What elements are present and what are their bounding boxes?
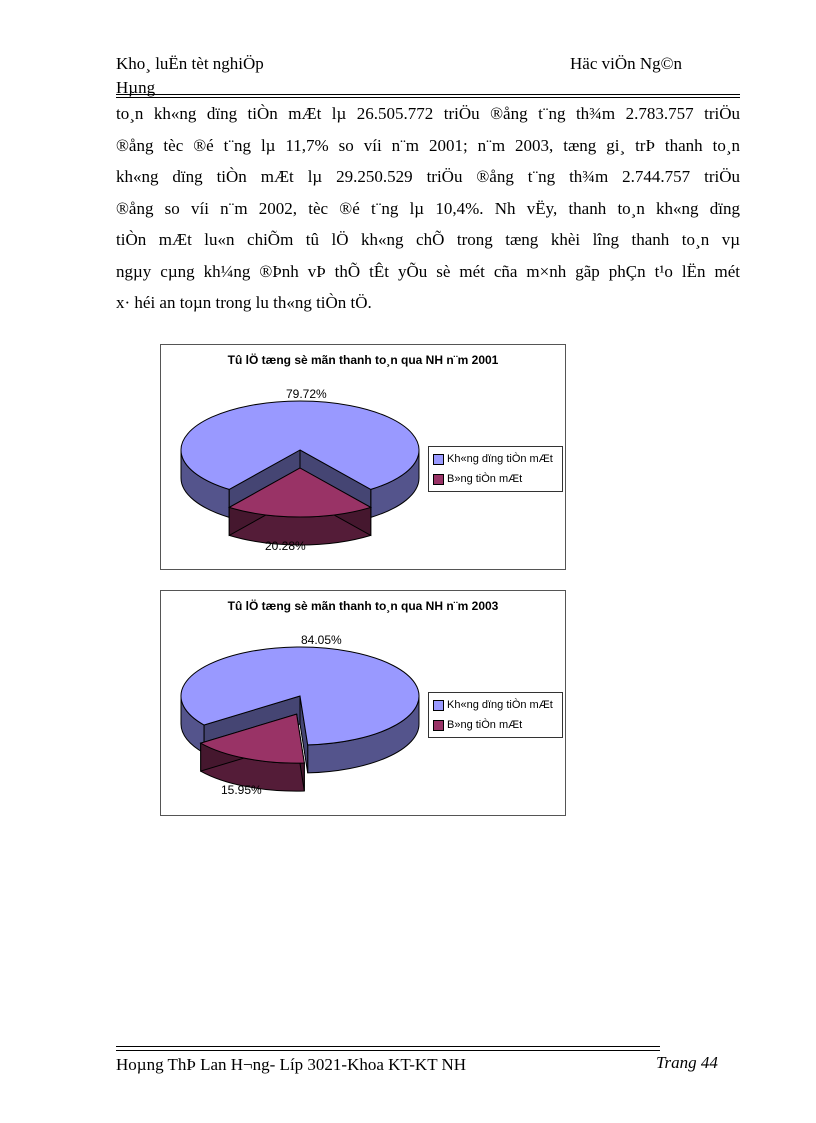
- footer-rule: [116, 1046, 660, 1047]
- pie-chart-2003: [160, 590, 566, 816]
- chart-title: Tû lÖ tæng sè mãn thanh to¸n qua NH n¨m 2003: [227, 599, 499, 613]
- header-rule: [116, 94, 740, 95]
- legend-swatch: [433, 474, 444, 485]
- body-line: x· héi an toµn trong lu th«ng tiÒn tÖ.: [116, 293, 372, 312]
- legend-item: [433, 452, 553, 466]
- legend-label: B»ng tiÒn mÆt: [447, 719, 523, 731]
- body-line: to¸n kh«ng dïng tiÒn mÆt lµ 26.505.772 triÖu ®ång t¨ng th¾m 2.783.757 triÖu: [116, 104, 740, 123]
- footer-author: Hoµng ThÞ Lan H¬ng- Líp 3021-Khoa KT-KT NH: [116, 1055, 467, 1074]
- header-left-line2: Hµng: [116, 78, 156, 97]
- chart-title: Tû lÖ tæng sè mãn thanh to¸n qua NH n¨m 2001: [227, 353, 499, 367]
- legend-label: Kh«ng dïng tiÒn mÆt: [447, 453, 553, 465]
- running-header-left: [116, 52, 264, 100]
- page-number: Trang 44: [656, 1053, 718, 1072]
- legend-item: [433, 472, 522, 486]
- body-line: ®ång so víi n¨m 2002, tèc ®é t¨ng lµ 10,4%. Nh vËy, thanh to¸n kh«ng dïng: [116, 198, 740, 218]
- header-left-line1: Kho¸ luËn tèt nghiÖp: [116, 54, 264, 73]
- data-label-big: 79.72%: [286, 387, 327, 401]
- legend-item: [433, 698, 553, 712]
- legend-label: B»ng tiÒn mÆt: [447, 473, 523, 485]
- body-line: tiÒn mÆt lu«n chiÕm tû lÖ kh«ng chÕ trong tæng khèi lîng thanh to¸n vµ: [116, 230, 740, 249]
- body-line: ®ång tèc ®é t¨ng lµ 11,7% so víi n¨m 2001; n¨m 2003, tæng gi¸ trÞ thanh to¸n: [116, 135, 740, 155]
- body-paragraph: [116, 98, 740, 319]
- running-header-right: Häc viÖn Ng©n: [570, 54, 683, 73]
- legend-item: [433, 718, 522, 732]
- body-line: ngµy cµng kh¼ng ®Þnh vÞ thÕ tÊt yÕu sè mét cña m×nh gãp phÇn t¹o lËn mét: [116, 261, 740, 281]
- pie-chart-2001: [160, 344, 566, 570]
- legend-swatch: [433, 454, 444, 465]
- data-label-big: 84.05%: [301, 633, 342, 647]
- data-label-small: 20.28%: [265, 539, 306, 553]
- legend-label: Kh«ng dïng tiÒn mÆt: [447, 699, 553, 711]
- footer-rule-double: [116, 1050, 660, 1051]
- legend-swatch: [433, 700, 444, 711]
- legend-swatch: [433, 720, 444, 731]
- chart-legend: [428, 446, 563, 492]
- data-label-small: 15.95%: [221, 783, 262, 797]
- body-line: kh«ng dïng tiÒn mÆt lµ 29.250.529 triÖu ®ång t¨ng th¾m 2.744.757 triÖu: [116, 167, 740, 186]
- chart-legend: [428, 692, 563, 738]
